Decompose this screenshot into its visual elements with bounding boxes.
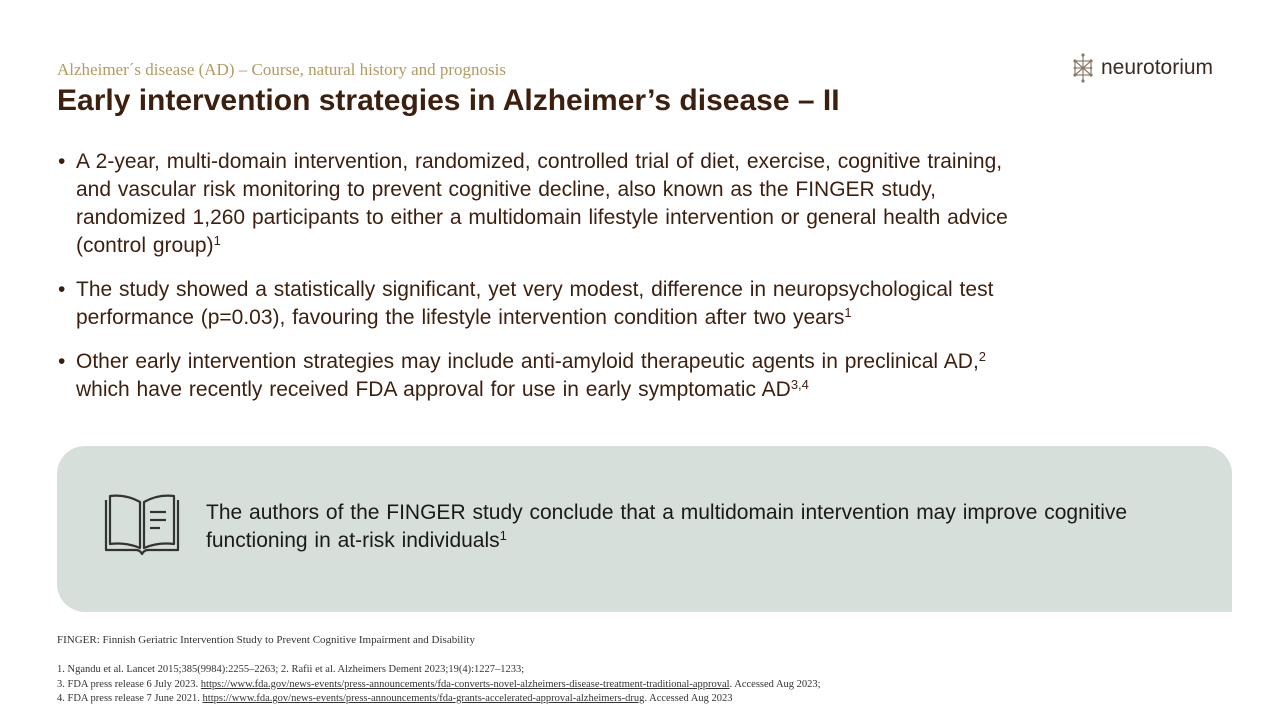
reference-line: 1. Ngandu et al. Lancet 2015;385(9984):2255–2263; 2. Rafii et al. Alzheimers Dement 2023;19(4):1227–1233; bbox=[57, 664, 525, 675]
bullet-item bbox=[58, 148, 1038, 260]
callout-text-body: The authors of the FINGER study conclude that a multidomain intervention may improve cognitive functioning in at-risk individuals bbox=[206, 501, 1128, 552]
citation-sup: 2 bbox=[978, 349, 987, 364]
citation-sup: 1 bbox=[844, 305, 852, 320]
reference-line bbox=[57, 678, 821, 693]
slide-subtitle: Alzheimer´s disease (AD) – Course, natural history and prognosis bbox=[57, 60, 506, 79]
callout-text bbox=[206, 499, 1136, 555]
abbreviation-note: FINGER: Finnish Geriatric Intervention Study to Prevent Cognitive Impairment and Disability bbox=[57, 634, 475, 646]
reference-link[interactable]: https://www.fda.gov/news-events/press-announcements/fda-grants-accelerated-approval-alzheimers-drug bbox=[202, 693, 645, 704]
bullet-text: A 2-year, multi-domain intervention, randomized, controlled trial of diet, exercise, cognitive training, and vascular risk monitoring to prevent cognitive decline, also known as the FINGER study, randomized 1,260 participants to either a multidomain lifestyle intervention or general health advice (control group) bbox=[76, 150, 1008, 257]
open-book-icon bbox=[100, 492, 184, 558]
neurotorium-logo bbox=[1070, 52, 1213, 84]
reference-prefix: 3. FDA press release 6 July 2023. bbox=[57, 678, 201, 690]
bullet-text: Other early intervention strategies may include anti-amyloid therapeutic agents in preclinical AD, bbox=[76, 350, 979, 373]
reference-suffix: . Accessed Aug 2023 bbox=[644, 693, 733, 704]
brain-network-icon bbox=[1070, 52, 1096, 84]
reference-line bbox=[57, 692, 821, 707]
bullet-list bbox=[58, 148, 1038, 420]
references bbox=[57, 663, 821, 707]
citation-sup: 1 bbox=[499, 528, 507, 543]
citation-sup: 1 bbox=[213, 233, 221, 248]
slide-title: Early intervention strategies in Alzheimer’s disease – II bbox=[57, 84, 840, 117]
reference-link[interactable]: https://www.fda.gov/news-events/press-announcements/fda-converts-novel-alzheimers-disease-treatment-traditional-approval bbox=[200, 678, 730, 690]
bullet-item bbox=[58, 348, 1038, 404]
reference-prefix: 4. FDA press release 7 June 2021. bbox=[57, 693, 203, 704]
reference-suffix: . Accessed Aug 2023; bbox=[729, 678, 821, 690]
bullet-text: which have recently received FDA approval for use in early symptomatic AD bbox=[76, 378, 791, 401]
logo-text: neurotorium bbox=[1101, 56, 1214, 79]
bullet-text: The study showed a statistically significant, yet very modest, difference in neuropsychological test performance (p=0.03), favouring the lifestyle intervention condition after two years bbox=[76, 278, 994, 329]
bullet-item bbox=[58, 276, 1038, 332]
citation-sup: 3,4 bbox=[790, 377, 809, 392]
